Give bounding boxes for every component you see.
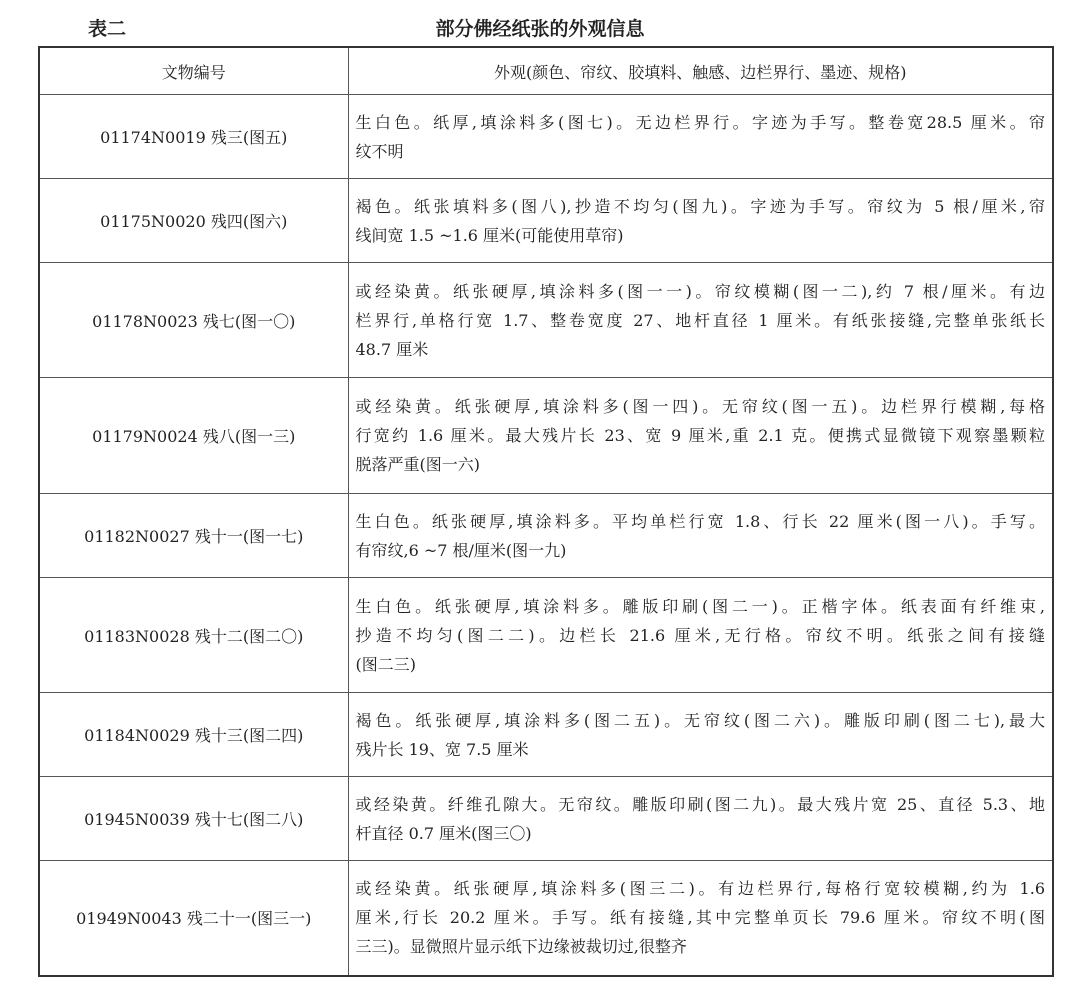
header-id: 文物编号 xyxy=(39,47,348,95)
description-line: 行宽约 1.6 厘米。最大残片长 23、宽 9 厘米,重 2.1 克。便携式显微镜下观察墨颗粒 xyxy=(355,426,1045,445)
artifact-id: 01179N0024 残八(图一三) xyxy=(39,378,348,494)
table-title: 部分佛经纸张的外观信息 xyxy=(435,18,645,40)
table-row xyxy=(39,179,1053,263)
description-line: 褐色。纸张填料多(图八),抄造不均匀(图九)。字迹为手写。帘纹为 5 根/厘米,帘 xyxy=(355,196,1045,216)
paper-info-table xyxy=(38,46,1054,977)
artifact-id: 01183N0028 残十二(图二〇) xyxy=(39,578,348,693)
description-line: 抄造不均匀(图二二)。边栏长 21.6 厘米,无行格。帘纹不明。纸张之间有接缝 xyxy=(355,625,1045,645)
table-row xyxy=(39,693,1053,777)
description-line: 杆直径 0.7 厘米(图三〇) xyxy=(355,823,532,843)
table-row xyxy=(39,494,1053,578)
description-line: 厘米,行长 20.2 厘米。手写。纸有接缝,其中完整单页长 79.6 厘米。帘纹不明(图 xyxy=(355,908,1045,928)
header-appearance: 外观(颜色、帘纹、胶填料、触感、边栏界行、墨迹、规格) xyxy=(348,47,1053,95)
appearance-description xyxy=(348,578,1053,693)
description-line: 纹不明 xyxy=(355,141,404,161)
description-line: 线间宽 1.5 ~1.6 厘米(可能使用草帘) xyxy=(355,225,624,245)
description-line: 生白色。纸厚,填涂料多(图七)。无边栏界行。字迹为手写。整卷宽28.5 厘米。帘 xyxy=(355,112,1045,132)
description-line: 残片长 19、宽 7.5 厘米 xyxy=(355,739,529,759)
description-line: 三三)。显微照片显示纸下边缘被裁切过,很整齐 xyxy=(355,937,687,957)
artifact-id: 01949N0043 残二十一(图三一) xyxy=(39,861,348,976)
description-line: 栏界行,单格行宽 1.7、整卷宽度 27、地杆直径 1 厘米。有纸张接缝,完整单张纸长 xyxy=(355,310,1045,330)
appearance-description xyxy=(348,693,1053,777)
table-row xyxy=(39,861,1053,976)
artifact-id: 01945N0039 残十七(图二八) xyxy=(39,777,348,861)
artifact-id: 01184N0029 残十三(图二四) xyxy=(39,693,348,777)
artifact-id: 01182N0027 残十一(图一七) xyxy=(39,494,348,578)
appearance-description xyxy=(348,263,1053,378)
description-line: (图二三) xyxy=(355,654,416,674)
description-line: 有帘纹,6 ~7 根/厘米(图一九) xyxy=(355,540,567,560)
appearance-description xyxy=(348,494,1053,578)
appearance-description xyxy=(348,179,1053,263)
appearance-description xyxy=(348,861,1053,976)
description-line: 生白色。纸张硬厚,填涂料多。平均单栏行宽 1.8、行长 22 厘米(图一八)。手写。 xyxy=(355,511,1045,531)
description-line: 或经染黄。纸张硬厚,填涂料多(图一一)。帘纹模糊(图一二),约 7 根/厘米。有边 xyxy=(355,281,1045,301)
description-line: 脱落严重(图一六) xyxy=(355,455,480,474)
table-row xyxy=(39,378,1053,494)
table-row xyxy=(39,578,1053,693)
description-line: 或经染黄。纸张硬厚,填涂料多(图三二)。有边栏界行,每格行宽较模糊,约为 1.6 xyxy=(355,879,1045,899)
appearance-description xyxy=(348,378,1053,494)
description-line: 褐色。纸张硬厚,填涂料多(图二五)。无帘纹(图二六)。雕版印刷(图二七),最大 xyxy=(355,710,1045,730)
artifact-id: 01175N0020 残四(图六) xyxy=(39,179,348,263)
table-row xyxy=(39,777,1053,861)
appearance-description xyxy=(348,95,1053,179)
table-label: 表二 xyxy=(88,18,127,40)
description-line: 生白色。纸张硬厚,填涂料多。雕版印刷(图二一)。正楷字体。纸表面有纤维束, xyxy=(355,596,1045,616)
table-row xyxy=(39,263,1053,378)
appearance-description xyxy=(348,777,1053,861)
description-line: 或经染黄。纸张硬厚,填涂料多(图一四)。无帘纹(图一五)。边栏界行模糊,每格 xyxy=(355,397,1045,416)
table-row xyxy=(39,95,1053,179)
description-line: 48.7 厘米 xyxy=(355,339,429,359)
description-line: 或经染黄。纤维孔隙大。无帘纹。雕版印刷(图二九)。最大残片宽 25、直径 5.3、地 xyxy=(355,794,1045,814)
table-header-row xyxy=(39,47,1053,95)
artifact-id: 01178N0023 残七(图一〇) xyxy=(39,263,348,378)
artifact-id: 01174N0019 残三(图五) xyxy=(39,95,348,179)
